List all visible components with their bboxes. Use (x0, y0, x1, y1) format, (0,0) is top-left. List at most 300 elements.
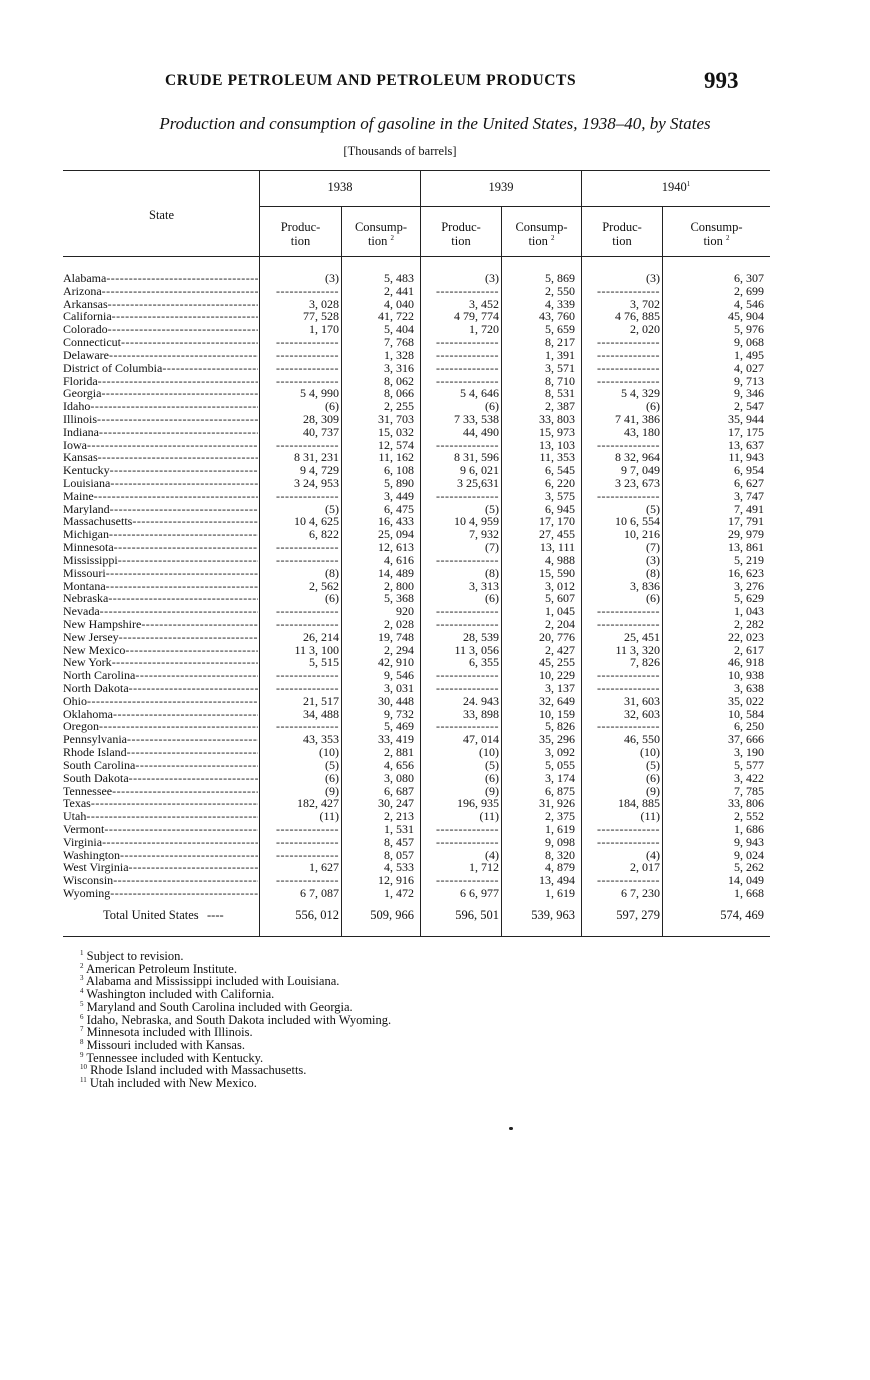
value-cell: 2, 387 (545, 399, 575, 414)
value-cell: 1, 627 (309, 860, 339, 875)
table-row (63, 554, 770, 567)
empty-cell-leader: -------------- (436, 488, 499, 503)
value-cell: 12, 574 (378, 437, 414, 452)
value-cell: (6) (325, 591, 339, 606)
value-cell: 5, 826 (545, 719, 575, 734)
value-cell: 5, 469 (384, 719, 414, 734)
page-header (0, 68, 870, 98)
total-cell: 539, 963 (531, 908, 575, 922)
empty-cell-leader: -------------- (276, 347, 339, 362)
value-cell: 6, 250 (734, 719, 764, 734)
value-cell: 26, 214 (303, 629, 339, 644)
state-cell: Nevada ----- (63, 605, 258, 618)
value-cell: 27, 455 (539, 527, 575, 542)
value-cell: 8 31, 231 (294, 450, 339, 465)
empty-cell-leader: -------------- (276, 604, 339, 619)
value-cell: 10 6, 554 (615, 514, 660, 529)
value-cell: 3, 836 (630, 578, 660, 593)
value-cell: 5, 368 (384, 591, 414, 606)
value-cell: 1, 495 (734, 347, 764, 362)
table-row (63, 323, 770, 336)
value-cell: 30, 247 (378, 796, 414, 811)
value-cell: 10, 584 (728, 706, 764, 721)
empty-cell-leader: -------------- (436, 347, 499, 362)
value-cell: 35, 022 (728, 693, 764, 708)
empty-cell-leader: -------------- (276, 488, 339, 503)
table-body (63, 272, 770, 900)
state-cell: California ----- (63, 310, 258, 323)
value-cell: 13, 494 (539, 873, 575, 888)
value-cell: 11 3, 056 (454, 642, 499, 657)
value-cell: 9, 546 (384, 668, 414, 683)
empty-cell-leader: -------------- (436, 604, 499, 619)
state-cell: Rhode Island ----- (63, 746, 258, 759)
value-cell: 3, 575 (545, 488, 575, 503)
empty-cell-leader: -------------- (276, 540, 339, 555)
footnote-text: Washington included with California. (86, 987, 275, 1002)
empty-cell-leader: -------------- (436, 821, 499, 836)
footnote-number: 3 (80, 974, 84, 983)
state-cell: Mississippi ----- (63, 554, 258, 567)
value-cell: 3, 702 (630, 296, 660, 311)
value-cell: 30, 448 (378, 693, 414, 708)
table-row (63, 477, 770, 490)
table-row (63, 631, 770, 644)
value-cell: 2, 617 (734, 642, 764, 657)
value-cell: 8, 066 (384, 386, 414, 401)
value-cell: 4 79, 774 (454, 309, 499, 324)
footnote-number: 7 (80, 1025, 84, 1034)
empty-cell-leader: -------------- (276, 681, 339, 695)
value-cell: 6 7, 230 (621, 886, 660, 900)
empty-cell-leader: -------------- (436, 360, 499, 375)
footnote-text: Idaho, Nebraska, and South Dakota included with Wyoming. (86, 1012, 392, 1027)
table-row (63, 298, 770, 311)
footnote-number: 10 (80, 1063, 87, 1072)
value-cell: 19, 748 (378, 629, 414, 644)
value-cell: 7 33, 538 (454, 411, 499, 426)
empty-cell-leader: -------------- (436, 373, 499, 388)
value-cell: 7, 491 (734, 501, 764, 516)
value-cell: 10, 229 (539, 668, 575, 683)
empty-cell-leader: -------------- (597, 668, 660, 683)
value-cell: 9, 098 (545, 834, 575, 849)
state-cell: Wisconsin ----- (63, 874, 258, 887)
year-header-1939: 1939 (488, 180, 514, 194)
consumption-header: Consump- tion $^2$ (354, 220, 408, 248)
empty-cell-leader: -------------- (597, 373, 660, 388)
value-cell: 9, 068 (734, 335, 764, 350)
value-cell: 3, 028 (309, 296, 339, 311)
consumption-header: Consump- tion $^2$ (690, 220, 743, 248)
value-cell: 32, 649 (539, 693, 575, 708)
value-cell: 5, 577 (734, 757, 764, 772)
state-cell: Arkansas ----- (63, 298, 258, 311)
empty-cell-leader: -------------- (436, 552, 499, 567)
value-cell: 46, 550 (624, 732, 660, 747)
value-cell: (3) (646, 552, 660, 567)
empty-cell-leader: -------------- (276, 437, 339, 452)
value-cell: 2, 427 (545, 642, 575, 657)
state-cell: West Virginia ----- (63, 861, 258, 874)
value-cell: (6) (485, 770, 499, 785)
table-row (63, 336, 770, 349)
state-cell: Maryland ----- (63, 503, 258, 516)
value-cell: 17, 791 (728, 514, 764, 529)
value-cell: 12, 916 (378, 873, 414, 888)
value-cell: 6, 687 (384, 783, 414, 798)
value-cell: 8, 062 (384, 373, 414, 388)
state-cell: Wyoming ----- (63, 887, 258, 900)
value-cell: 33, 806 (728, 796, 764, 811)
value-cell: 6 6, 977 (460, 886, 499, 900)
value-cell: 184, 885 (618, 796, 660, 811)
state-cell: South Carolina ----- (63, 759, 258, 772)
total-cell: 574, 469 (720, 908, 764, 922)
value-cell: 31, 926 (539, 796, 575, 811)
production-header: Produc- tion (280, 220, 321, 248)
value-cell: (7) (485, 540, 499, 555)
table-row (63, 656, 770, 669)
value-cell: 25, 094 (378, 527, 414, 542)
value-cell: 6, 627 (734, 476, 764, 490)
value-cell: 31, 703 (378, 411, 414, 426)
total-label: Total United States (103, 908, 199, 922)
stray-mark (509, 1127, 513, 1130)
empty-cell-leader: -------------- (597, 616, 660, 631)
table-row (63, 746, 770, 759)
value-cell: (5) (485, 501, 499, 516)
table-row (63, 387, 770, 400)
table-row (63, 503, 770, 516)
value-cell: 13, 861 (728, 540, 764, 555)
value-cell: (8) (325, 565, 339, 580)
value-cell: 2, 881 (384, 745, 414, 760)
state-cell: Florida ----- (63, 375, 258, 388)
value-cell: 5, 890 (384, 476, 414, 490)
table-row (63, 695, 770, 708)
footnote-text: Utah included with New Mexico. (89, 1076, 257, 1091)
value-cell: 5, 629 (734, 591, 764, 606)
table-row (63, 426, 770, 439)
table-row (63, 451, 770, 464)
empty-cell-leader: -------------- (597, 834, 660, 849)
value-cell: 45, 904 (728, 309, 764, 324)
table-row (63, 874, 770, 887)
value-cell: 6, 954 (734, 463, 764, 478)
value-cell: 10, 216 (624, 527, 660, 542)
value-cell: 1, 531 (384, 821, 414, 836)
value-cell: 182, 427 (297, 796, 339, 811)
empty-cell-leader: -------------- (597, 719, 660, 734)
state-cell: Kansas ----- (63, 451, 258, 464)
value-cell: 1, 045 (545, 604, 575, 619)
value-cell: (9) (325, 783, 339, 798)
value-cell: 7, 826 (630, 655, 660, 670)
footnote-number: 6 (80, 1012, 84, 1021)
state-cell: District of Columbia ----- (63, 362, 258, 375)
value-cell: 8, 457 (384, 834, 414, 849)
table-row (63, 644, 770, 657)
value-cell: 1, 043 (734, 604, 764, 619)
table-row (63, 618, 770, 631)
value-cell: (6) (646, 770, 660, 785)
table-row (63, 708, 770, 721)
value-cell: 4, 879 (545, 860, 575, 875)
state-cell: New Mexico ----- (63, 644, 258, 657)
value-cell: 4, 656 (384, 757, 414, 772)
value-cell: 9 4, 729 (300, 463, 339, 478)
footnote-text: Maryland and South Carolina included with Georgia. (86, 999, 353, 1014)
state-cell: Montana ----- (63, 580, 258, 593)
value-cell: 9, 346 (734, 386, 764, 401)
empty-cell-leader: -------------- (597, 604, 660, 619)
value-cell: (4) (646, 847, 660, 862)
value-cell: 17, 170 (539, 514, 575, 529)
value-cell: 2, 294 (384, 642, 414, 657)
value-cell: 40, 737 (303, 424, 339, 439)
empty-cell-leader: -------------- (436, 873, 499, 888)
empty-cell-leader: -------------- (597, 283, 660, 298)
value-cell: 20, 776 (539, 629, 575, 644)
value-cell: 41, 722 (378, 309, 414, 324)
value-cell: (6) (485, 399, 499, 414)
value-cell: 6, 220 (545, 476, 575, 490)
value-cell: 2, 204 (545, 616, 575, 631)
value-cell: 5, 515 (309, 655, 339, 670)
value-cell: 4 76, 885 (615, 309, 660, 324)
value-cell: (9) (485, 783, 499, 798)
table-row (63, 823, 770, 836)
value-cell: 3, 137 (545, 681, 575, 695)
value-cell: 2, 017 (630, 860, 660, 875)
empty-cell-leader: -------------- (436, 283, 499, 298)
value-cell: 43, 353 (303, 732, 339, 747)
value-cell: 15, 032 (378, 424, 414, 439)
empty-cell-leader: -------------- (436, 719, 499, 734)
state-cell: Indiana ----- (63, 426, 258, 439)
value-cell: 3, 452 (469, 296, 499, 311)
value-cell: (3) (325, 271, 339, 285)
table-row (63, 720, 770, 733)
production-header: Produc- tion (441, 220, 481, 248)
state-cell: Illinois ----- (63, 413, 258, 426)
value-cell: (10) (640, 745, 660, 760)
value-cell: (5) (646, 757, 660, 772)
value-cell: 1, 720 (469, 322, 499, 337)
value-cell: 3, 313 (469, 578, 499, 593)
value-cell: 10, 159 (539, 706, 575, 721)
state-cell: Missouri ----- (63, 567, 258, 580)
value-cell: 10 4, 625 (294, 514, 339, 529)
total-cell: 596, 501 (455, 908, 499, 922)
footnote-text: Minnesota included with Illinois. (86, 1025, 253, 1040)
table-row (63, 567, 770, 580)
value-cell: (5) (646, 501, 660, 516)
state-cell: North Dakota ----- (63, 682, 258, 695)
table-row (63, 375, 770, 388)
value-cell: (3) (485, 271, 499, 285)
value-cell: 3, 571 (545, 360, 575, 375)
empty-cell-leader: -------------- (276, 821, 339, 836)
state-cell: Delaware ----- (63, 349, 258, 362)
value-cell: 4, 339 (545, 296, 575, 311)
empty-cell-leader: -------------- (436, 335, 499, 350)
table-row (63, 733, 770, 746)
value-cell: 13, 111 (539, 540, 575, 555)
footnote-text: American Petroleum Institute. (85, 961, 237, 976)
value-cell: 43, 760 (539, 309, 575, 324)
value-cell: 8, 710 (545, 373, 575, 388)
value-cell: 1, 619 (545, 821, 575, 836)
value-cell: 16, 433 (378, 514, 414, 529)
value-cell: (6) (646, 591, 660, 606)
state-cell: Oklahoma ----- (63, 708, 258, 721)
empty-cell-leader: -------------- (436, 681, 499, 695)
value-cell: 6, 545 (545, 463, 575, 478)
value-cell: 12, 613 (378, 540, 414, 555)
value-cell: 5, 219 (734, 552, 764, 567)
state-cell: New York ----- (63, 656, 258, 669)
table-row (63, 810, 770, 823)
state-cell: Nebraska ----- (63, 592, 258, 605)
state-cell: Connecticut ----- (63, 336, 258, 349)
value-cell: 6, 822 (309, 527, 339, 542)
value-cell: 9, 943 (734, 834, 764, 849)
total-cell: 556, 012 (295, 908, 339, 922)
value-cell: 16, 623 (728, 565, 764, 580)
page-number: 993 (704, 68, 739, 93)
value-cell: 7, 768 (384, 335, 414, 350)
value-cell: 11 3, 320 (615, 642, 660, 657)
empty-cell-leader: -------------- (276, 616, 339, 631)
state-cell: Maine ----- (63, 490, 258, 503)
value-cell: 3 25,631 (457, 476, 499, 490)
value-cell: 28, 309 (303, 411, 339, 426)
state-cell: North Carolina ----- (63, 669, 258, 682)
value-cell: 15, 973 (539, 424, 575, 439)
value-cell: 2, 255 (384, 399, 414, 414)
table-row (63, 490, 770, 503)
state-cell: Georgia ----- (63, 387, 258, 400)
value-cell: 7 41, 386 (615, 411, 660, 426)
value-cell: (8) (485, 565, 499, 580)
value-cell: 9 7, 049 (621, 463, 660, 478)
value-cell: 24. 943 (463, 693, 499, 708)
footnote-text: Tennessee included with Kentucky. (86, 1050, 264, 1065)
state-cell: Ohio ----- (63, 695, 258, 708)
value-cell: 5, 404 (384, 322, 414, 337)
value-cell: 34, 488 (303, 706, 339, 721)
value-cell: 3, 031 (384, 681, 414, 695)
value-cell: 2, 282 (734, 616, 764, 631)
value-cell: 3, 174 (545, 770, 575, 785)
empty-cell-leader: -------------- (276, 873, 339, 888)
value-cell: 10 4, 959 (454, 514, 499, 529)
value-cell: 4, 988 (545, 552, 575, 567)
value-cell: 3 23, 673 (615, 476, 660, 490)
state-cell: Pennsylvania ----- (63, 733, 258, 746)
value-cell: 2, 550 (545, 283, 575, 298)
value-cell: 1, 686 (734, 821, 764, 836)
value-cell: (5) (325, 757, 339, 772)
value-cell: 8, 320 (545, 847, 575, 862)
value-cell: 1, 170 (309, 322, 339, 337)
value-cell: 196, 935 (457, 796, 499, 811)
value-cell: 33, 898 (463, 706, 499, 721)
empty-cell-leader: -------------- (436, 616, 499, 631)
value-cell: 2, 552 (734, 809, 764, 824)
value-cell: 32, 603 (624, 706, 660, 721)
value-cell: 6, 307 (734, 271, 764, 285)
value-cell: 8, 217 (545, 335, 575, 350)
value-cell: 5 4, 990 (300, 386, 339, 401)
value-cell: 3, 190 (734, 745, 764, 760)
value-cell: 7, 932 (469, 527, 499, 542)
state-cell: Washington ----- (63, 849, 258, 862)
state-cell: Idaho ----- (63, 400, 258, 413)
value-cell: 3 24, 953 (294, 476, 339, 490)
table-row (63, 400, 770, 413)
value-cell: (8) (646, 565, 660, 580)
value-cell: 2, 213 (384, 809, 414, 824)
value-cell: 6, 875 (545, 783, 575, 798)
empty-cell-leader: -------------- (276, 335, 339, 350)
value-cell: 4, 533 (384, 860, 414, 875)
table-row (63, 669, 770, 682)
table-row (63, 592, 770, 605)
table-row (63, 759, 770, 772)
table-row (63, 285, 770, 298)
value-cell: (9) (646, 783, 660, 798)
value-cell: 28, 539 (463, 629, 499, 644)
value-cell: 9, 024 (734, 847, 764, 862)
state-cell: Michigan ----- (63, 528, 258, 541)
footnote-number: 2 (80, 961, 84, 970)
empty-cell-leader: -------------- (436, 834, 499, 849)
value-cell: 3, 316 (384, 360, 414, 375)
footnote-number: 9 (80, 1050, 84, 1059)
value-cell: 5, 483 (384, 271, 414, 285)
empty-cell-leader: -------------- (276, 373, 339, 388)
empty-cell-leader: -------------- (276, 552, 339, 567)
value-cell: 3, 092 (545, 745, 575, 760)
empty-cell-leader: -------------- (276, 719, 339, 734)
footnote (80, 1077, 391, 1090)
value-cell: (11) (319, 809, 339, 824)
value-cell: 14, 489 (378, 565, 414, 580)
value-cell: 5, 659 (545, 322, 575, 337)
value-cell: 6, 355 (469, 655, 499, 670)
total-cell: 509, 966 (370, 908, 414, 922)
value-cell: 2, 028 (384, 616, 414, 631)
table-row (63, 605, 770, 618)
value-cell: (5) (485, 757, 499, 772)
empty-cell-leader: -------------- (597, 873, 660, 888)
value-cell: 8 32, 964 (615, 450, 660, 465)
state-cell: Louisiana ----- (63, 477, 258, 490)
table-row (63, 772, 770, 785)
table-row (63, 528, 770, 541)
value-cell: 77, 528 (303, 309, 339, 324)
empty-cell-leader: -------------- (276, 847, 339, 862)
table-row (63, 887, 770, 900)
empty-cell-leader: -------------- (276, 668, 339, 683)
empty-cell-leader: -------------- (597, 335, 660, 350)
value-cell: 8, 057 (384, 847, 414, 862)
value-cell: (3) (646, 271, 660, 285)
value-cell: 5 4, 329 (621, 386, 660, 401)
